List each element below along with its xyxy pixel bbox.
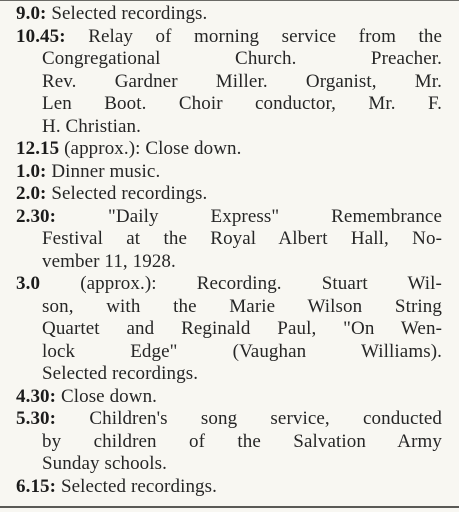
program-text-line: Selected recordings.: [51, 3, 208, 24]
program-text-line: Selected recordings.: [60, 475, 217, 497]
program-time: 3.0: [16, 273, 41, 294]
program-text-line: Relay of morning service from the: [88, 25, 442, 47]
program-text-line: Close down.: [60, 385, 158, 407]
program-entry-0430: [16, 386, 442, 409]
program-text-line: Selected recordings.: [51, 183, 208, 204]
program-time: 4.30:: [16, 385, 57, 407]
program-time: 2.30:: [16, 205, 57, 227]
top-divider: [0, 0, 459, 1]
program-entry-0100: [16, 161, 442, 184]
radio-program-listing: [16, 3, 442, 498]
program-entry-1045: [16, 26, 442, 139]
program-entry-1215: [16, 138, 442, 161]
program-time: 10.45:: [16, 25, 66, 47]
program-time: 1.0:: [16, 160, 47, 182]
program-text-line: Len Boot. Choir conductor, Mr. F.: [42, 93, 442, 114]
program-text-line: H. Christian.: [42, 115, 141, 137]
program-text-line: Rev. Gardner Miller. Organist, Mr.: [42, 70, 442, 92]
program-text-line: Festival at the Royal Albert Hall, No-: [42, 228, 442, 249]
program-text-line: vember 11, 1928.: [42, 250, 176, 272]
program-text-line: Sunday schools.: [42, 453, 167, 474]
program-time: 2.0:: [16, 183, 47, 204]
program-text-line: (approx.): Recording. Stuart Wil-: [80, 273, 442, 294]
program-entry-0530: [16, 408, 442, 476]
program-time: 6.15:: [16, 475, 57, 497]
program-text-line: Congregational Church. Preacher.: [42, 48, 442, 69]
program-time: 5.30:: [16, 408, 57, 429]
program-text-line: Selected recordings.: [42, 363, 199, 384]
program-text-line: son, with the Marie Wilson String: [42, 295, 442, 317]
bottom-divider: [0, 506, 459, 508]
program-entry-0200: [16, 183, 442, 206]
program-time: 12.15: [16, 138, 60, 159]
program-text-line: by children of the Salvation Army: [42, 430, 442, 452]
program-text-line: lock Edge" (Vaughan Williams).: [42, 340, 442, 362]
program-entry-0300: [16, 273, 442, 386]
program-entry-0230: [16, 206, 442, 274]
program-text-line: "Daily Express" Remembrance: [108, 205, 442, 227]
program-text-line: Children's song service, conducted: [89, 408, 442, 429]
program-text-line: Quartet and Reginald Paul, "On Wen-: [42, 318, 442, 339]
program-text-line: (approx.): Close down.: [64, 138, 242, 159]
program-time: 9.0:: [16, 3, 47, 24]
program-entry-0900: [16, 3, 442, 26]
program-entry-0615: [16, 476, 442, 499]
program-text-line: Dinner music.: [51, 160, 161, 182]
